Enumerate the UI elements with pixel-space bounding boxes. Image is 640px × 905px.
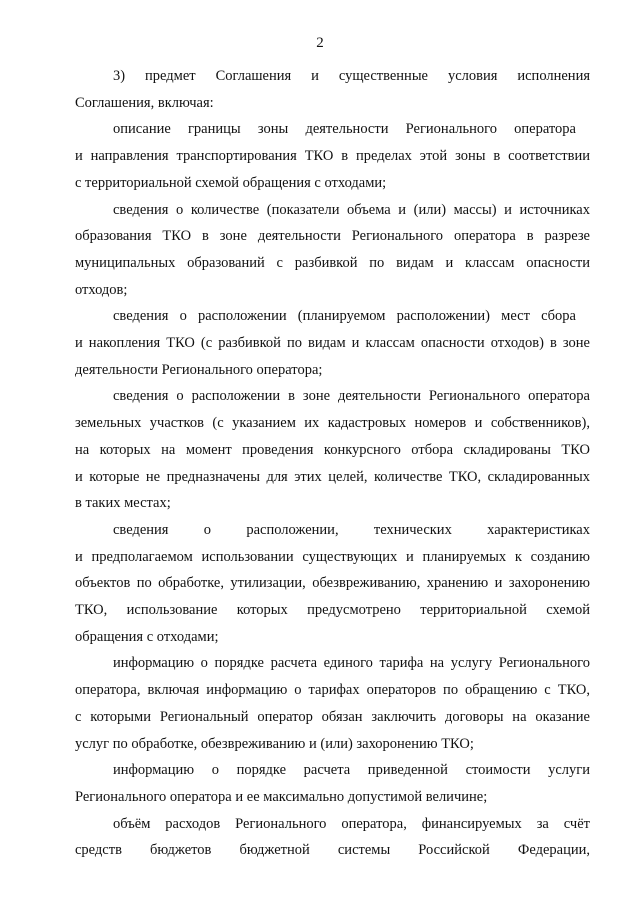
text-line: сведения о расположении (планируемом расположении) мест сбора	[113, 308, 576, 325]
text-line: объём расходов Регионального оператора, финансируемых за счёт	[113, 815, 590, 832]
text-line: в таких местах;	[75, 495, 171, 512]
text-line: объектов по обработке, утилизации, обезвреживанию, хранению и захоронению	[75, 575, 590, 592]
paragraph-subject	[75, 63, 590, 116]
text-line: сведения о расположении, технических характеристиках	[113, 521, 590, 538]
text-line: 3) предмет Соглашения и существенные условия исполнения	[113, 68, 590, 84]
text-line: муниципальных образований с разбивкой по видам и классам опасности	[75, 254, 590, 271]
text-line: и которые не предназначены для этих целей, количестве ТКО, складированных	[75, 468, 590, 485]
text-line: ТКО, использование которых предусмотрено территориальной схемой	[75, 602, 590, 619]
text-line: сведения о расположении в зоне деятельности Регионального оператора	[113, 388, 590, 405]
paragraph-cost-calculation	[75, 757, 590, 810]
text-line: средств бюджетов бюджетной системы Российской Федерации,	[75, 842, 590, 859]
text-line: и накопления ТКО (с разбивкой по видам и классам опасности отходов) в зоне	[75, 335, 590, 352]
text-line: деятельности Регионального оператора;	[75, 361, 323, 378]
paragraph-collection-sites	[75, 303, 590, 383]
paragraph-tariff-info	[75, 650, 590, 757]
text-line: услуг по обработке, обезвреживанию и (или) захоронению ТКО;	[75, 735, 474, 752]
paragraph-budget-expenses	[75, 811, 590, 864]
text-line: с которыми Региональный оператор обязан заключить договоры на оказание	[75, 708, 590, 725]
text-line: оператора, включая информацию о тарифах операторов по обращению с ТКО,	[75, 682, 590, 699]
text-line: Соглашения, включая:	[75, 94, 214, 111]
paragraph-zone-description	[75, 116, 590, 196]
text-line: на которых на момент проведения конкурсного отбора складированы ТКО	[75, 441, 590, 458]
text-line: образования ТКО в зоне деятельности Регионального оператора в разрезе	[75, 228, 590, 245]
text-line: отходов;	[75, 281, 128, 298]
text-line: и направления транспортирования ТКО в пределах этой зоны в соответствии	[75, 148, 590, 165]
text-line: информацию о порядке расчета единого тарифа на услугу Регионального	[113, 655, 590, 672]
paragraph-waste-quantity	[75, 197, 590, 304]
text-line: информацию о порядке расчета приведенной стоимости услуги	[113, 762, 590, 779]
text-line: земельных участков (с указанием их кадастровых номеров и собственников),	[75, 415, 590, 432]
text-line: Регионального оператора и ее максимально допустимой величине;	[75, 788, 488, 805]
text-line: с территориальной схемой обращения с отходами;	[75, 174, 387, 191]
text-line: и предполагаемом использовании существующих и планируемых к созданию	[75, 548, 590, 565]
page-number: 2	[316, 35, 324, 51]
paragraph-land-plots	[75, 383, 590, 517]
document-body	[75, 63, 590, 864]
text-line: обращения с отходами;	[75, 628, 219, 645]
text-line: сведения о количестве (показатели объема и (или) массы) и источниках	[113, 201, 590, 218]
text-line: описание границы зоны деятельности Регионального оператора	[113, 121, 576, 138]
paragraph-facilities	[75, 517, 590, 651]
